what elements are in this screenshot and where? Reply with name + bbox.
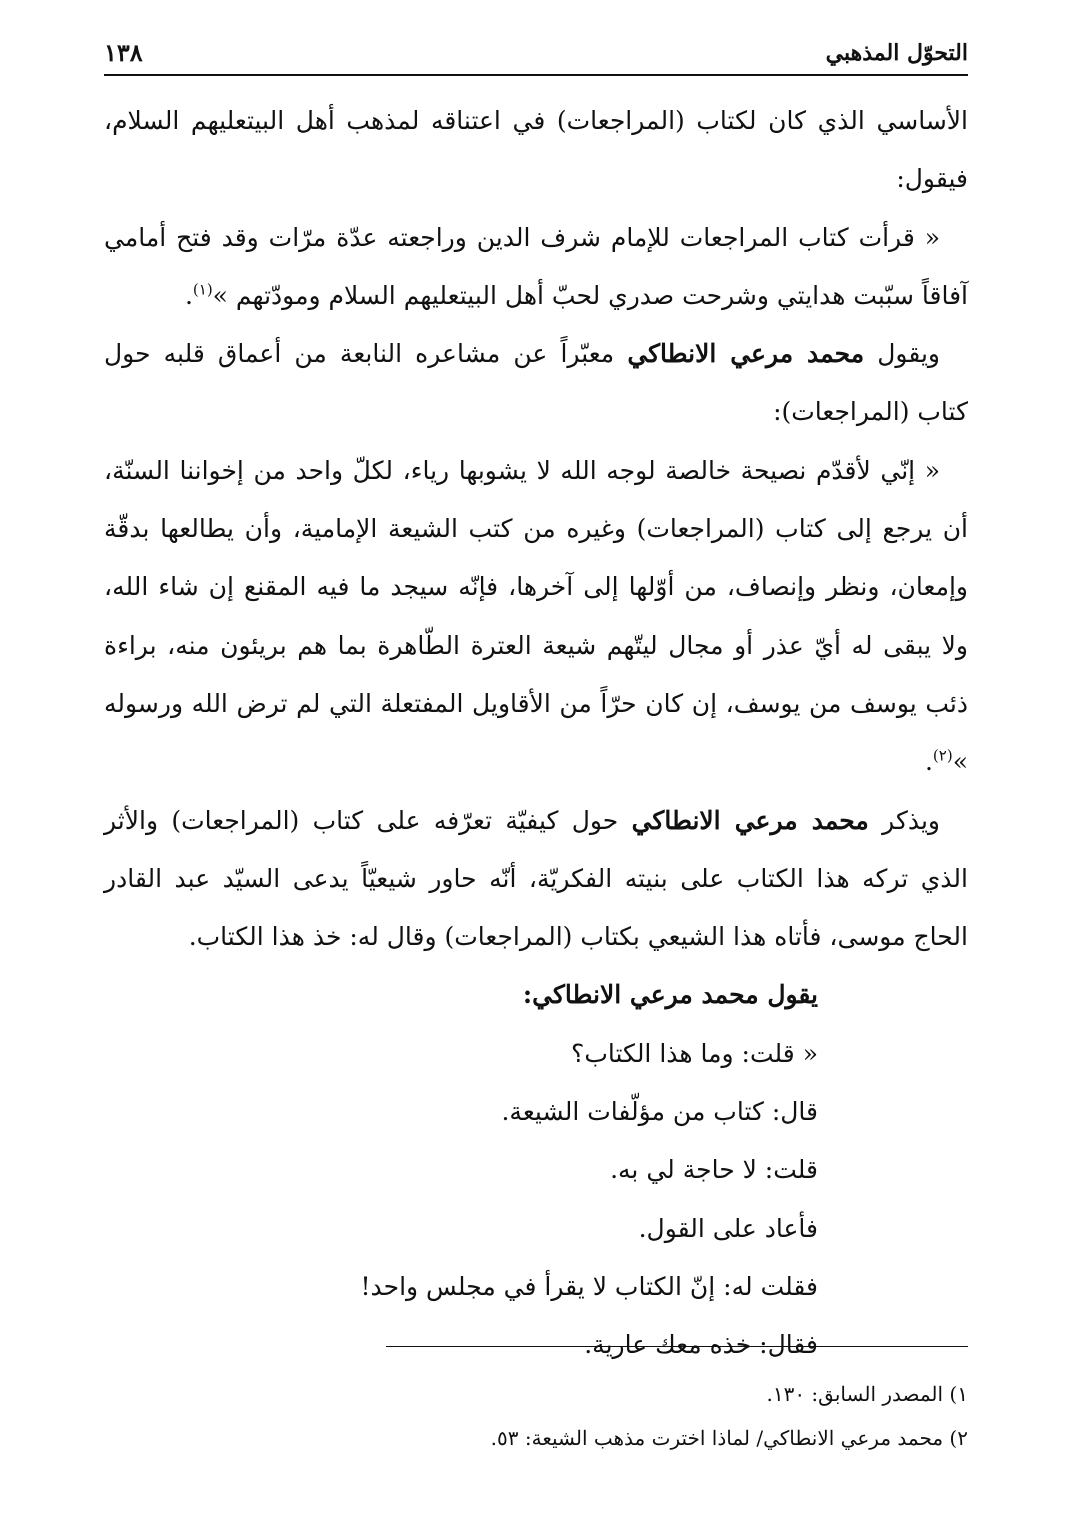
paragraph-3 bbox=[104, 792, 968, 967]
main-text bbox=[104, 92, 968, 1375]
footnote-ref-1: (١) bbox=[192, 280, 213, 299]
paragraph-1 bbox=[104, 92, 968, 209]
quote-1-end: . bbox=[184, 280, 193, 310]
quote-2-end: . bbox=[924, 747, 933, 777]
footnote-ref-2: (٢) bbox=[932, 746, 953, 765]
footnotes bbox=[104, 1372, 968, 1460]
dialog-intro: يقول محمد مرعي الانطاكي: bbox=[522, 980, 818, 1010]
paragraph-1-text: الأساسي الذي كان لكتاب (المراجعات) في اعتناقه لمذهب أهل البيتعليهم السلام، فيقول: bbox=[104, 106, 968, 194]
dialog-line: « قلت: وما هذا الكتاب؟ bbox=[571, 1038, 818, 1068]
running-title: التحوّل المذهبي bbox=[825, 40, 968, 66]
paragraph-3-start: ويذكر bbox=[868, 805, 940, 835]
dialog-line: فقال: خذه معك عارية. bbox=[584, 1330, 818, 1360]
paragraph-2 bbox=[104, 325, 968, 442]
author-name: محمد مرعي الانطاكي bbox=[631, 805, 869, 835]
footnote-divider bbox=[386, 1346, 968, 1347]
dialog-line: فأعاد على القول. bbox=[638, 1213, 818, 1243]
footnote-2: ٢) محمد مرعي الانطاكي/ لماذا اخترت مذهب الشيعة: ٥٣. bbox=[490, 1426, 968, 1450]
quote-1-text: « قرأت كتاب المراجعات للإمام شرف الدين وراجعته عدّة مرّات وقد فتح أمامي آفاقاً سبّبت هدايتي وشرحت صدري لحبّ أهل البيتعليهم السلام ومودّتهم » bbox=[104, 222, 968, 310]
paragraph-2-rest: معبّراً عن مشاعره النابعة من أعماق قلبه حول كتاب (المراجعات): bbox=[104, 339, 968, 427]
dialog-block bbox=[104, 966, 968, 1374]
page-header bbox=[104, 34, 968, 76]
paragraph-2-start: ويقول bbox=[864, 339, 940, 369]
dialog-line: قلت: لا حاجة لي به. bbox=[610, 1155, 818, 1185]
paragraph-3-rest: حول كيفيّة تعرّفه على كتاب (المراجعات) والأثر الذي تركه هذا الكتاب على بنيته الفكريّة، أنّه حاور شيعيّاً يدعى السيّد عبد القادر الحاج موسى، فأتاه هذا الشيعي بكتاب (المراجعات) وقال له: خذ هذا الكتاب. bbox=[104, 805, 968, 952]
footnote-1: ١) المصدر السابق: ١٣٠. bbox=[766, 1382, 968, 1406]
quote-2-text: « إنّي لأقدّم نصيحة خالصة لوجه الله لا يشوبها رياء، لكلّ واحد من إخواننا السنّة، أن يرجع إلى كتاب (المراجعات) وغيره من كتب الشيعة الإمامية، وأن يطالعها بدقّة وإمعان، ونظر وإنصاف، من أوّلها إلى آخرها، فإنّه سيجد ما فيه المقنع إن شاء الله، ولا يبقى له أيّ عذر أو مجال ليتّهم شيعة العترة الطّاهرة بما هم بريئون منه، براءة ذئب يوسف من يوسف، إن كان حرّاً من الأقاويل المفتعلة التي لم ترض الله ورسوله » bbox=[104, 455, 968, 777]
page-number: ١٣٨ bbox=[104, 38, 143, 67]
dialog-line: قال: كتاب من مؤلّفات الشيعة. bbox=[501, 1097, 818, 1127]
author-name: محمد مرعي الانطاكي bbox=[627, 339, 865, 369]
quote-1 bbox=[104, 209, 968, 326]
dialog-line: فقلت له: إنّ الكتاب لا يقرأ في مجلس واحد! bbox=[360, 1271, 818, 1301]
quote-2 bbox=[104, 442, 968, 792]
